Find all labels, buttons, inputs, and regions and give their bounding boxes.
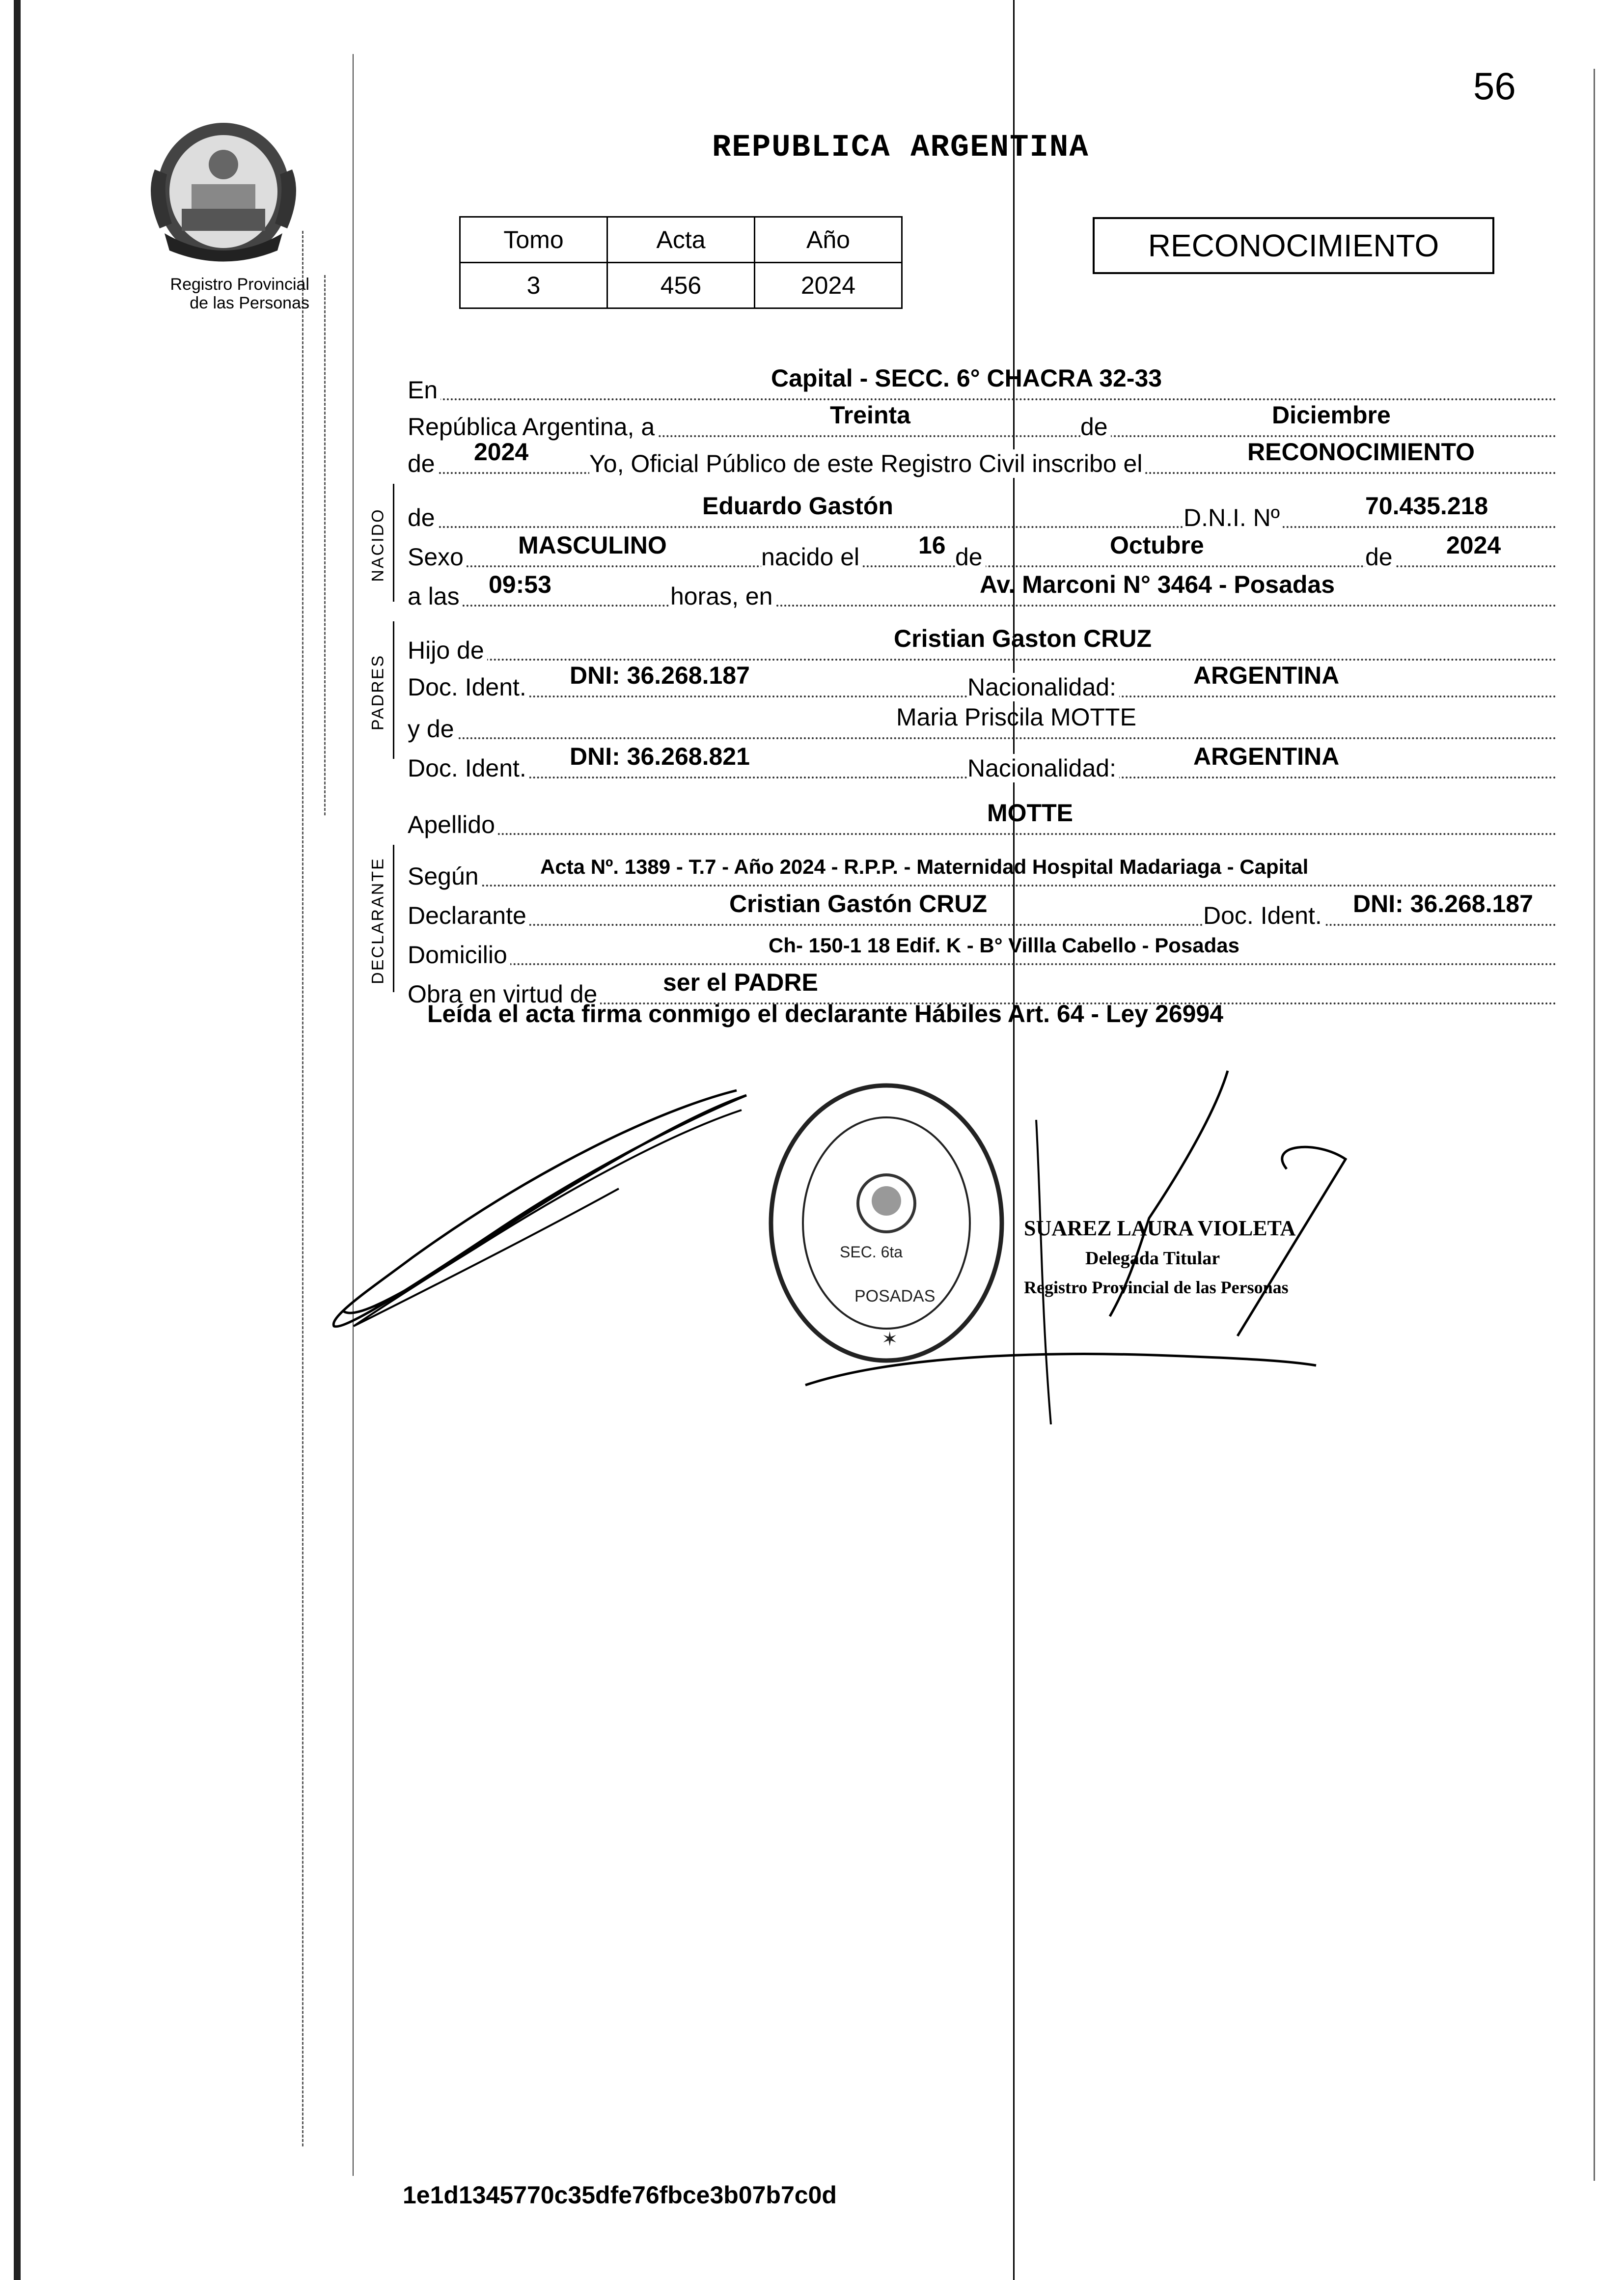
record-table-value-row bbox=[460, 263, 902, 308]
value-declarante-dni: DNI: 36.268.187 bbox=[1353, 890, 1533, 918]
document-title: REPUBLICA ARGENTINA bbox=[712, 130, 1089, 166]
punch-dash-line-2 bbox=[324, 275, 326, 815]
value-dni: 70.435.218 bbox=[1365, 492, 1488, 520]
act-type-box: RECONOCIMIENTO bbox=[1093, 217, 1494, 274]
label-de-mes: de bbox=[955, 543, 986, 571]
record-header-anio: Año bbox=[755, 217, 902, 263]
row-inscripcion bbox=[408, 435, 1557, 478]
value-lugar-nacimiento: Av. Marconi N° 3464 - Posadas bbox=[980, 571, 1335, 598]
value-domicilio: Ch- 150-1 18 Edif. K - B° Villla Cabello - Posadas bbox=[769, 934, 1239, 957]
label-doc-ident-padre: Doc. Ident. bbox=[408, 673, 529, 701]
label-republica: República Argentina, a bbox=[408, 413, 658, 441]
record-table bbox=[459, 216, 903, 309]
declarant-signature bbox=[314, 1081, 756, 1336]
stamp-city: POSADAS bbox=[854, 1287, 936, 1306]
punch-dash-line bbox=[302, 231, 303, 2146]
value-nac-mes: Octubre bbox=[1110, 531, 1204, 559]
row-apellido bbox=[408, 796, 1557, 839]
official-role: Delegada Titular bbox=[1085, 1248, 1220, 1269]
official-name: SUAREZ LAURA VIOLETA bbox=[1024, 1216, 1296, 1240]
registry-name-line1: Registro Provincial bbox=[170, 275, 309, 294]
value-declarante: Cristian Gastón CRUZ bbox=[729, 890, 988, 918]
value-hora: 09:53 bbox=[489, 571, 551, 598]
value-dia: Treinta bbox=[830, 401, 910, 429]
label-segun: Según bbox=[408, 862, 482, 890]
declarante-bracket bbox=[393, 845, 394, 992]
record-header-acta: Acta bbox=[607, 217, 755, 263]
label-nacido-el: nacido el bbox=[761, 543, 862, 571]
value-madre: Maria Priscila MOTTE bbox=[896, 703, 1136, 731]
label-hijo-de: Hijo de bbox=[408, 636, 487, 665]
label-apellido: Apellido bbox=[408, 810, 498, 839]
value-segun: Acta Nº. 1389 - T.7 - Año 2024 - R.P.P. - Maternidad Hospital Madariaga - Capital bbox=[540, 855, 1309, 878]
province-crest-icon bbox=[145, 111, 302, 268]
label-dni: D.N.I. Nº bbox=[1184, 503, 1283, 532]
label-en: En bbox=[408, 376, 440, 404]
record-header-tomo: Tomo bbox=[460, 217, 607, 263]
value-apellido: MOTTE bbox=[987, 799, 1073, 827]
row-sexo bbox=[408, 528, 1557, 571]
value-sexo: MASCULINO bbox=[518, 531, 667, 559]
record-value-acta: 456 bbox=[607, 263, 755, 308]
label-de: de bbox=[1080, 413, 1111, 441]
record-value-anio: 2024 bbox=[755, 263, 902, 308]
section-label-declarante: DECLARANTE bbox=[368, 857, 387, 984]
value-padre-dni: DNI: 36.268.187 bbox=[570, 662, 750, 689]
value-padre: Cristian Gaston CRUZ bbox=[894, 625, 1152, 652]
value-lugar-inscripcion: Capital - SECC. 6° CHACRA 32-33 bbox=[771, 364, 1162, 392]
section-label-nacido: NACIDO bbox=[368, 508, 387, 582]
page-number: 56 bbox=[1473, 64, 1516, 108]
label-de-nombre: de bbox=[408, 503, 438, 532]
label-doc-ident-madre: Doc. Ident. bbox=[408, 754, 529, 782]
label-obra: Obra en virtud de bbox=[408, 980, 600, 1008]
label-domicilio: Domicilio bbox=[408, 941, 510, 969]
value-nac-anio: 2024 bbox=[1446, 531, 1501, 559]
value-padre-nacionalidad: ARGENTINA bbox=[1193, 662, 1340, 689]
label-nacionalidad-padre: Nacionalidad: bbox=[967, 673, 1119, 701]
value-mes: Diciembre bbox=[1272, 401, 1391, 429]
row-hora bbox=[408, 567, 1557, 611]
right-margin-line bbox=[1594, 69, 1595, 2181]
value-nac-dia: 16 bbox=[918, 531, 946, 559]
nacido-bracket bbox=[393, 484, 394, 602]
record-value-tomo: 3 bbox=[460, 263, 607, 308]
document-hash: 1e1d1345770c35dfe76fbce3b07b7c0d bbox=[403, 2181, 837, 2209]
padres-bracket bbox=[393, 621, 394, 759]
value-obra: ser el PADRE bbox=[663, 969, 818, 996]
row-domicilio bbox=[408, 926, 1557, 969]
row-padre-doc bbox=[408, 658, 1557, 701]
closing-statement: Leída el acta firma conmigo el declarante Hábiles Art. 64 - Ley 26994 bbox=[427, 1000, 1224, 1028]
registry-name-line2: de las Personas bbox=[190, 294, 309, 312]
label-y-de: y de bbox=[408, 715, 457, 743]
value-inscribo: RECONOCIMIENTO bbox=[1247, 438, 1475, 466]
stamp-section: SEC. 6ta bbox=[840, 1243, 903, 1261]
label-horas-en: horas, en bbox=[670, 582, 775, 611]
label-declarante-doc: Doc. Ident. bbox=[1203, 901, 1325, 930]
label-declarante: Declarante bbox=[408, 901, 529, 930]
row-declarante bbox=[408, 887, 1557, 930]
label-nacionalidad-madre: Nacionalidad: bbox=[967, 754, 1119, 782]
dotted-line bbox=[408, 605, 1557, 607]
row-segun bbox=[408, 847, 1557, 890]
value-madre-dni: DNI: 36.268.821 bbox=[570, 743, 750, 770]
row-nombre bbox=[408, 489, 1557, 532]
record-table-header-row bbox=[460, 217, 902, 263]
label-de-anio-nac: de bbox=[1365, 543, 1396, 571]
registry-name bbox=[133, 275, 309, 312]
row-madre-doc bbox=[408, 739, 1557, 782]
label-yo-oficial: Yo, Oficial Público de este Registro Civil inscribo el bbox=[589, 449, 1145, 478]
value-nombre: Eduardo Gastón bbox=[702, 492, 893, 520]
left-scan-edge bbox=[14, 0, 21, 2280]
official-office: Registro Provincial de las Personas bbox=[1024, 1278, 1289, 1297]
value-madre-nacionalidad: ARGENTINA bbox=[1193, 743, 1340, 770]
label-a-las: a las bbox=[408, 582, 463, 611]
row-madre bbox=[408, 700, 1557, 743]
label-de-anio: de bbox=[408, 449, 438, 478]
dotted-line bbox=[408, 833, 1557, 835]
svg-text:✶: ✶ bbox=[881, 1329, 898, 1350]
section-label-padres: PADRES bbox=[368, 654, 387, 731]
value-anio: 2024 bbox=[474, 438, 529, 466]
label-sexo: Sexo bbox=[408, 543, 467, 571]
